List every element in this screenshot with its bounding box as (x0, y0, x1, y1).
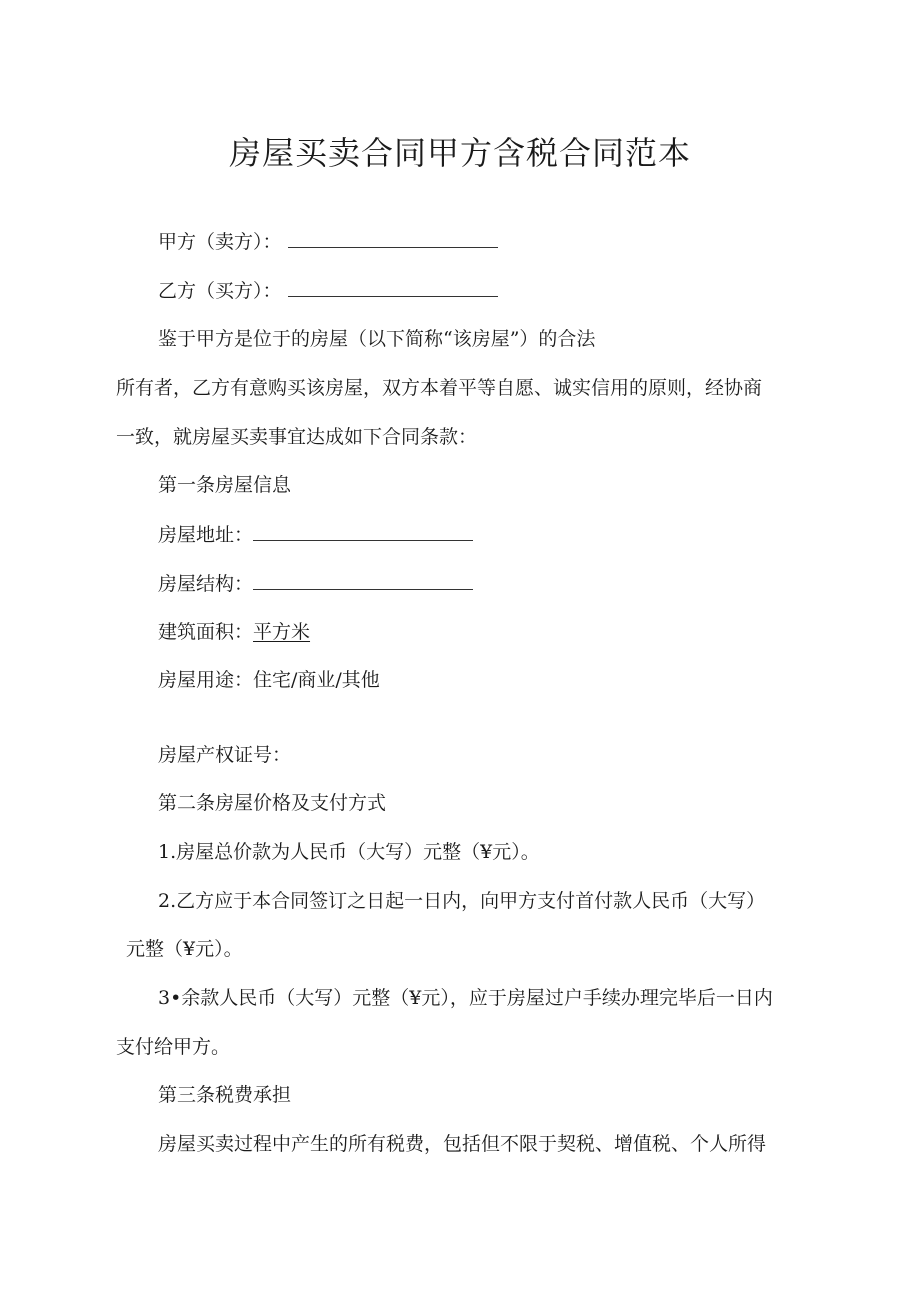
usage-line: 房屋用途：住宅/商业/其他 (158, 669, 380, 691)
area-unit: 平方米 (253, 621, 311, 643)
preamble-line-1: 鉴于甲方是位于的房屋（以下简称“该房屋”）的合法 (158, 328, 596, 350)
party-a-label: 甲方（卖方）： (158, 231, 282, 253)
structure-line (158, 571, 473, 596)
article-3-line-1: 房屋买卖过程中产生的所有税费，包括但不限于契税、增值税、个人所得 (158, 1133, 767, 1155)
preamble-line-2: 所有者，乙方有意购买该房屋，双方本着平等自愿、诚实信用的原则，经协商 (116, 377, 763, 399)
party-a-line (158, 229, 498, 254)
document-title: 房屋买卖合同甲方含税合同范本 (228, 134, 691, 172)
article-2-item-2-line-1: 2.乙方应于本合同签订之日起一日内，向甲方支付首付款人民币（大写） (158, 890, 766, 912)
party-b-line (158, 278, 498, 303)
party-a-blank[interactable] (288, 229, 498, 248)
article-2-item-2-line-2: 元整（¥元）。 (126, 938, 243, 960)
address-line (158, 522, 473, 547)
article-3-heading: 第三条税费承担 (158, 1084, 292, 1106)
article-2-item-3-line-1: 3•余款人民币（大写）元整（¥元），应于房屋过户手续办理完毕后一日内 (158, 987, 773, 1009)
article-2-item-1: 1.房屋总价款为人民币（大写）元整（¥元）。 (158, 841, 540, 863)
preamble-line-3: 一致，就房屋买卖事宜达成如下合同条款： (116, 426, 478, 448)
address-label: 房屋地址： (158, 524, 254, 546)
party-b-blank[interactable] (288, 278, 498, 297)
structure-blank[interactable] (253, 571, 473, 590)
area-label: 建筑面积： (158, 621, 254, 643)
cert-line: 房屋产权证号： (158, 744, 292, 766)
address-blank[interactable] (253, 522, 473, 541)
structure-label: 房屋结构： (158, 573, 254, 595)
party-b-label: 乙方（买方）： (158, 280, 282, 302)
article-2-heading: 第二条房屋价格及支付方式 (158, 792, 387, 814)
article-2-item-3-line-2: 支付给甲方。 (116, 1036, 231, 1058)
area-line (158, 620, 310, 644)
article-1-heading: 第一条房屋信息 (158, 474, 292, 496)
